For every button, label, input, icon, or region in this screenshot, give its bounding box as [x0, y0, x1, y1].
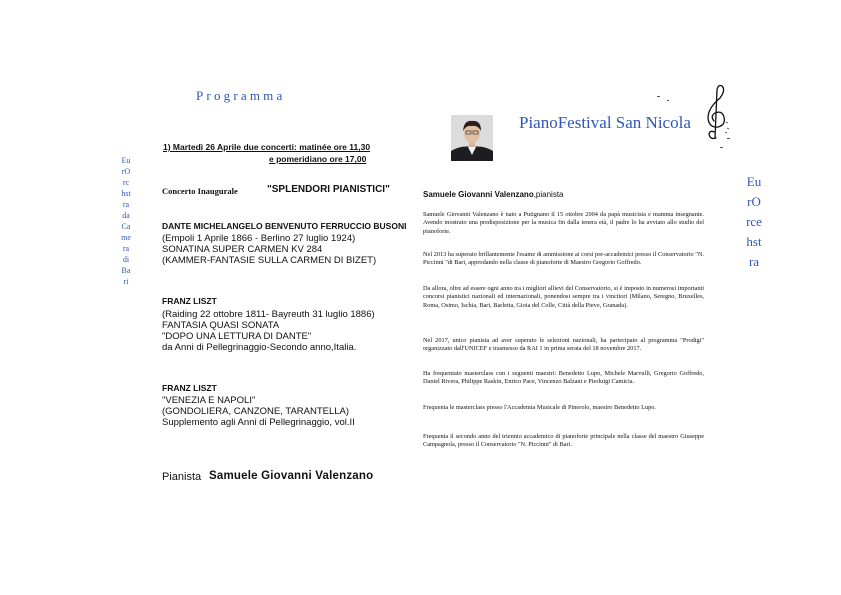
program-line: "DOPO UNA LETTURA DI DANTE" — [162, 331, 312, 342]
pianist-name: Samuele Giovanni Valenzano — [209, 470, 374, 482]
concert-date-line-1: 1) Martedì 26 Aprile due concerti: matinée ore 11,30 — [163, 142, 371, 152]
treble-clef-icon — [700, 82, 730, 142]
program-line: (Empoli 1 Aprile 1866 - Berlino 27 luglio 1924) — [162, 233, 356, 244]
vertical-orchestra-text-left: EurOrchstra da Camera di Bari — [121, 156, 132, 286]
bio-name: Samuele Giovanni Valenzano — [423, 190, 534, 199]
decorative-dot — [657, 96, 660, 97]
bio-paragraph: Frequenta le masterclass presso l'Accademia Musicale di Pinerolo, maestro Benedetto Lupo. — [423, 404, 657, 411]
program-line: "VENEZIA E NAPOLI" — [162, 395, 256, 406]
program-line: SONATINA SUPER CARMEN KV 284 — [162, 244, 323, 255]
concert-title: "SPLENDORI PIANISTICI" — [267, 184, 390, 195]
composer-name: FRANZ LISZT — [162, 383, 217, 393]
bio-role: ,pianista — [533, 190, 564, 199]
program-line: (KAMMER-FANTASIE SULLA CARMEN DI BIZET) — [162, 255, 377, 266]
bio-paragraph: Nel 2013 ha superato brillantemente l'esame di ammissione ai corsi pre-accademici presso il Conservatorio "N. Piccinni "di Bari, approdando nella classe di pianoforte di Maestro Gregorio Goffredo. — [423, 251, 704, 267]
bio-paragraph: Nel 2017, unico pianista ad aver superato le selezioni nazionali, ha partecipato al programma "Prodigi" organizzato dall'UNICEF e trasmesso da RAI 1 in prima serata del 18 novembre 2017. — [423, 337, 704, 353]
bio-paragraph: Ha frequentato masterclass con i seguenti maestri: Benedetto Lupo, Michele Marvulli, Gregorio Goffredo, Daniel Rivera, Philippe Raskin, Enrico Pace, Vincenzo Balzani e Pierluigi Camicia. — [423, 370, 704, 386]
program-line: da Anni di Pellegrinaggio-Secondo anno,Italia. — [162, 342, 357, 353]
vertical-orchestra-text-right: EurOrcehstra — [746, 174, 762, 269]
program-line: (GONDOLIERA, CANZONE, TARANTELLA) — [162, 406, 350, 417]
decorative-dot — [720, 147, 723, 148]
program-line: Supplemento agli Anni di Pellegrinaggio, vol.II — [162, 417, 355, 428]
festival-title: PianoFestival San Nicola — [519, 113, 691, 132]
bio-paragraph: Samuele Giovanni Valenzano è nato a Putignano il 15 ottobre 2004 da papà musicista e mamma insegnante. Avendo mostrato una predisposizione per la musica fin dalla tenera età, il padre lo ha avviato allo studio del pianoforte. — [423, 211, 704, 235]
program-section-liszt-2 — [162, 383, 355, 428]
decorative-dot — [667, 100, 669, 101]
bio-heading — [423, 190, 564, 199]
composer-name: DANTE MICHELANGELO BENVENUTO FERRUCCIO BUSONI — [162, 221, 407, 231]
bio-paragraph: Frequenta il secondo anno del triennio accademico di pianoforte principale nella classe del maestro Giuseppe Campagnola, presso il Conservatorio "N. Piccinni" di Bari. — [423, 433, 704, 449]
portrait-photo — [451, 115, 493, 161]
concert-date-line-2: e pomeridiano ore 17,00 — [269, 154, 367, 164]
decorative-dot — [727, 138, 730, 139]
program-heading: Programma — [196, 88, 286, 103]
pianist-label: Pianista — [162, 471, 202, 483]
program-section-liszt-1 — [162, 296, 375, 353]
program-section-busoni — [162, 221, 406, 266]
concert-label: Concerto Inaugurale — [162, 186, 238, 196]
program-line: FANTASIA QUASI SONATA — [162, 320, 280, 331]
composer-name: FRANZ LISZT — [162, 296, 217, 306]
bio-paragraph: Da allora, oltre ad essere ogni anno tra i migliori allievi del Conservatorio, si è imposto in numerosi importanti concorsi pianistici nazionali ed internazionali, ponendosi sempre tra i vincitori (Milano, Seregno, Bruxelles, Roma, Osimo, Ischia, Bari, Barletta, Gioia del Colle, Città della Pieve, Granada). — [423, 285, 704, 309]
program-line: (Raiding 22 ottobre 1811- Bayreuth 31 luglio 1886) — [162, 309, 375, 320]
